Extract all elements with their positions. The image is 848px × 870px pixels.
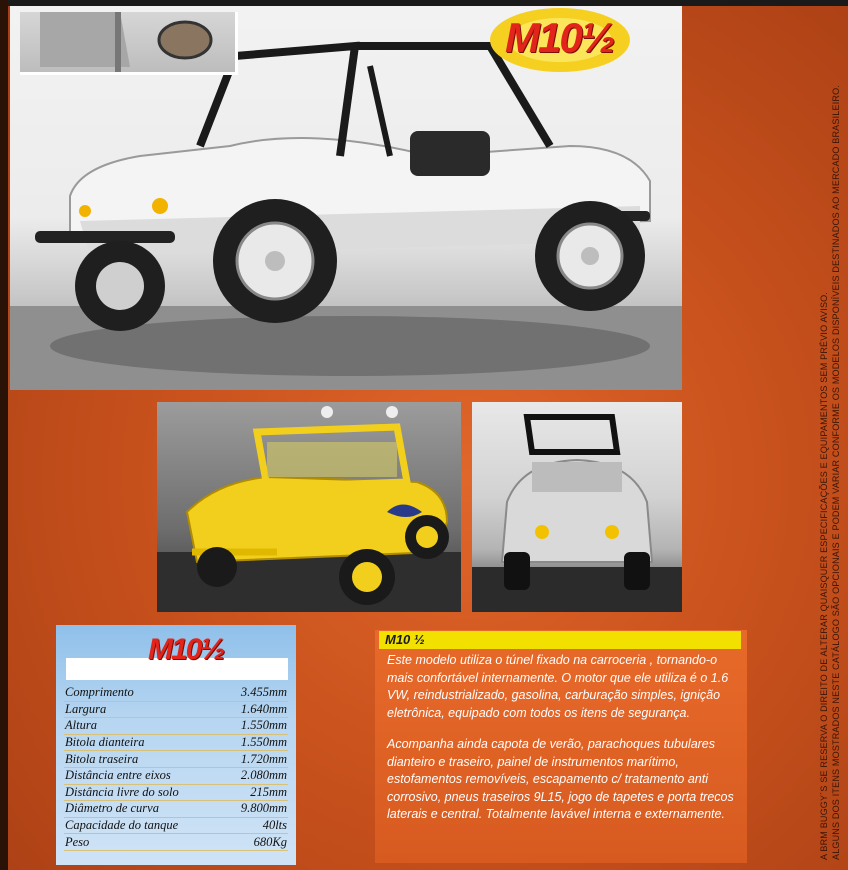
spec-value: 9.800mm	[222, 801, 288, 818]
spec-row	[64, 817, 288, 834]
spec-logo: M10½	[148, 633, 224, 666]
spec-row	[64, 701, 288, 718]
spec-value: 680Kg	[222, 834, 288, 851]
spec-row	[64, 801, 288, 818]
photo-yellow-buggy	[157, 402, 461, 612]
spec-row	[64, 767, 288, 784]
spec-value: 1.550mm	[222, 718, 288, 735]
description-paragraph-1: Este modelo utiliza o túnel fixado na carroceria , tornando-o mais confortável internamente. O motor que ele utiliza é o 1.6 VW, reindustrializado, gasolina, carburação simples, ignição eletrônica, equipado com todos os itens de segurança.	[387, 653, 729, 720]
model-logo: M10½	[505, 14, 614, 61]
spec-label: Bitola dianteira	[64, 734, 222, 751]
disclaimer-line-2: ALGUNS DOS ITENS MOSTRADOS NESTE CATÁLOGO SÃO OPCIONAIS E PODEM VARIAR CONFORME OS MODELOS DISPONÍVEIS DESTINADOS AO MERCADO BRASILEIRO.	[831, 85, 841, 860]
spec-value: 3.455mm	[222, 685, 288, 701]
spec-label: Comprimento	[64, 685, 222, 701]
spec-panel	[56, 625, 296, 865]
spec-value: 2.080mm	[222, 767, 288, 784]
inset-photo	[20, 12, 238, 75]
spec-row	[64, 751, 288, 768]
description-paragraph-2: Acompanha ainda capota de verão, parachoques tubulares dianteiro e traseiro, painel de instrumentos marítimo, estofamentos removíveis, escapamento c/ tratamento anti corrosivo, pneus traseiros 9L15, jogo de tapetes e porta trecos laterais e central. Totalmente lavável interna e externamente.	[387, 737, 734, 821]
spec-label: Bitola traseira	[64, 751, 222, 768]
spec-value: 1.550mm	[222, 734, 288, 751]
spec-label: Capacidade do tanque	[64, 817, 222, 834]
spec-row	[64, 685, 288, 701]
spec-value: 215mm	[222, 784, 288, 801]
description-title-bar	[379, 631, 741, 649]
vertical-disclaimer	[818, 0, 842, 860]
photo-silver-buggy	[472, 402, 682, 612]
description-title: M10 ½	[385, 632, 425, 647]
spec-label: Distância livre do solo	[64, 784, 222, 801]
spec-label: Largura	[64, 701, 222, 718]
spec-table	[64, 685, 288, 851]
spec-row	[64, 834, 288, 851]
left-border	[0, 0, 8, 870]
description-panel	[375, 630, 747, 863]
spec-row	[64, 784, 288, 801]
description-body	[387, 652, 743, 838]
spec-value: 40lts	[222, 817, 288, 834]
spec-row	[64, 734, 288, 751]
spec-row	[64, 718, 288, 735]
spec-value: 1.640mm	[222, 701, 288, 718]
spec-label: Diâmetro de curva	[64, 801, 222, 818]
spec-value: 1.720mm	[222, 751, 288, 768]
spec-label: Distância entre eixos	[64, 767, 222, 784]
disclaimer-line-1: A BRM BUGGY´S SE RESERVA O DIREITO DE ALTERAR QUAISQUER ESPECIFICAÇÕES E EQUIPAMENTOS SEM PRÉVIO AVISO.	[819, 291, 829, 860]
spec-label: Altura	[64, 718, 222, 735]
spec-label: Peso	[64, 834, 222, 851]
